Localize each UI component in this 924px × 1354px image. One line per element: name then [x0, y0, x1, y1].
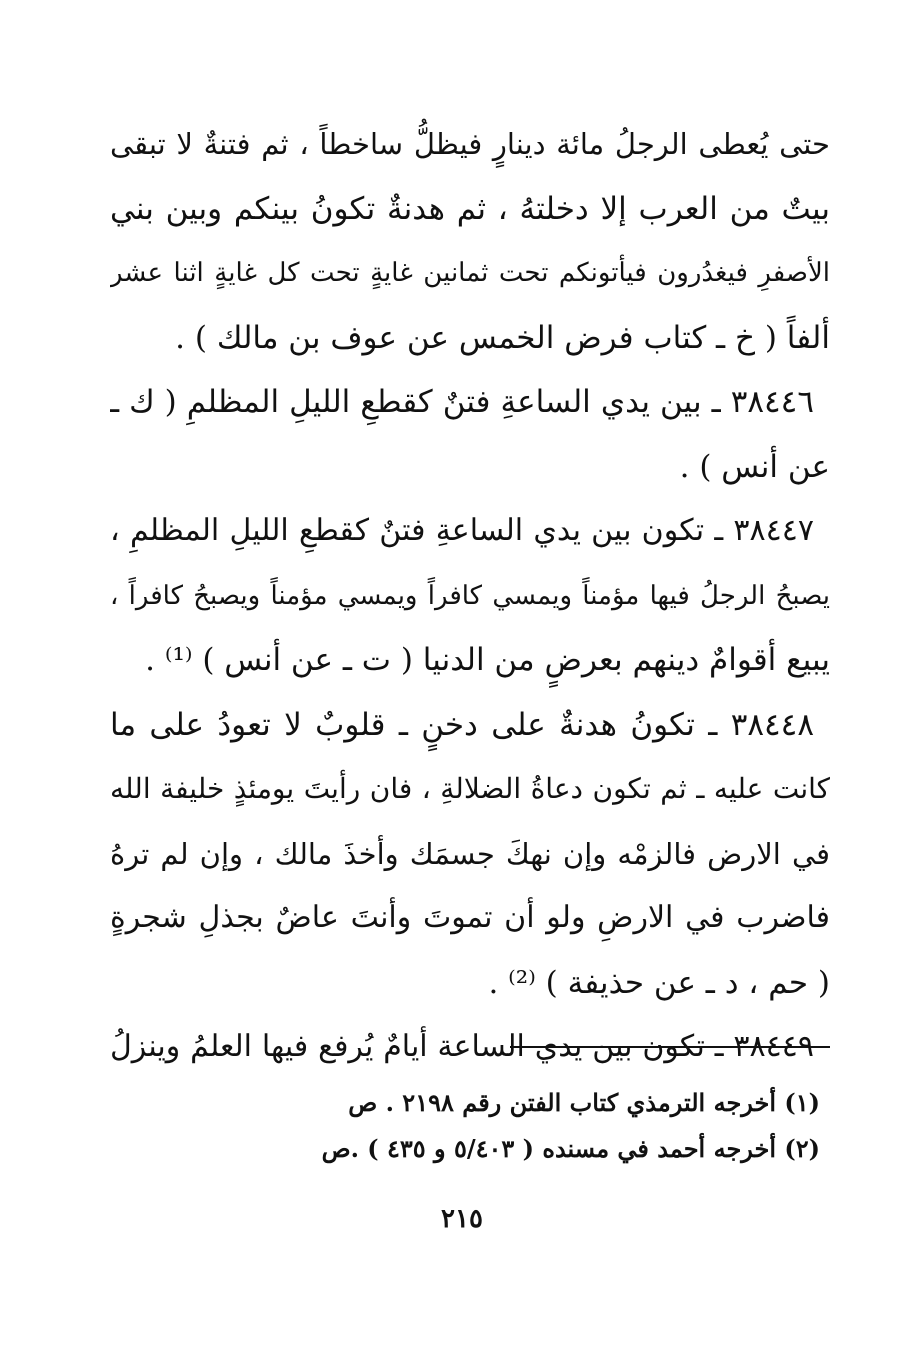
hadith-38446-line-1: ٣٨٤٤٦ ـ بين يدي الساعةِ فتنٌ كقطعِ الليلِ المظلمِ ( ك ـ: [110, 384, 814, 420]
hadith-38447-line-1: ٣٨٤٤٧ ـ تكون بين يدي الساعةِ فتنٌ كقطعِ الليلِ المظلمِ ،: [110, 513, 814, 548]
hadith-38448-line-3: في الارض فالزمْه وإن نهكَ جسمَك وأخذَ مالك ، وإن لم ترهُ: [110, 836, 830, 871]
hadith-38446-line-2: عن أنس ) .: [679, 448, 830, 485]
hadith-38448-line-5: ( حم ، د ـ عن حذيفة ) ⁽²⁾ .: [488, 964, 830, 1001]
footnote-divider: [510, 1046, 830, 1048]
hadith-38448-line-2: كانت عليه ـ ثم تكون دعاةُ الضلالةِ ، فان رأيتَ يومئذٍ خليفة الله: [110, 772, 830, 805]
text-line-1: حتى يُعطى الرجلُ مائة دينارٍ فيظلُّ ساخطاً ، ثم فتنةٌ لا تبقى: [110, 127, 830, 161]
hadith-38447-line-3: يبيع أقوامٌ دينهم بعرضٍ من الدنيا ( ت ـ عن أنس ) ⁽¹⁾ .: [145, 642, 830, 678]
footnotes: [200, 1080, 820, 1172]
hadith-38448-line-1: ٣٨٤٤٨ ـ تكونُ هدنةٌ على دخنٍ ـ قلوبٌ لا تعودُ على ما: [110, 706, 814, 743]
hadith-38448-line-4: فاضرب في الارضِ ولو أن تموتَ وأنتَ عاضٌ بجذلِ شجرةٍ: [110, 900, 830, 935]
text-line-2: بيتٌ من العرب إلا دخلتهُ ، ثم هدنةٌ تكونُ بينكم وبين بني: [110, 190, 830, 227]
hadith-38449-line-1: ٣٨٤٤٩ ـ تكون بين يدي الساعة أيامٌ يُرفع فيها العلمُ وينزلُ: [110, 1029, 814, 1064]
footnote-1: (١) أخرجه الترمذي كتاب الفتن رقم ٢١٩٨ . ص: [348, 1088, 820, 1117]
text-line-3: الأصفرِ فيغدُرون فيأتونكم تحت ثمانين غايةٍ تحت كل غايةٍ اثنا عشر: [110, 258, 830, 288]
hadith-38447-line-2: يصبحُ الرجلُ فيها مؤمناً ويمسي كافراً ويمسي مؤمناً ويصبحُ كافراً ،: [110, 580, 830, 611]
page-number: ٢١٥: [441, 1204, 483, 1234]
footnote-2: (٢) أخرجه أحمد في مسنده ( ٥/٤٠٣ و ٤٣٥ ) .ص: [321, 1134, 820, 1163]
text-line-4: ألفاً ( خ ـ كتاب فرض الخمس عن عوف بن مالك ) .: [175, 319, 830, 356]
main-text: [110, 112, 830, 1080]
